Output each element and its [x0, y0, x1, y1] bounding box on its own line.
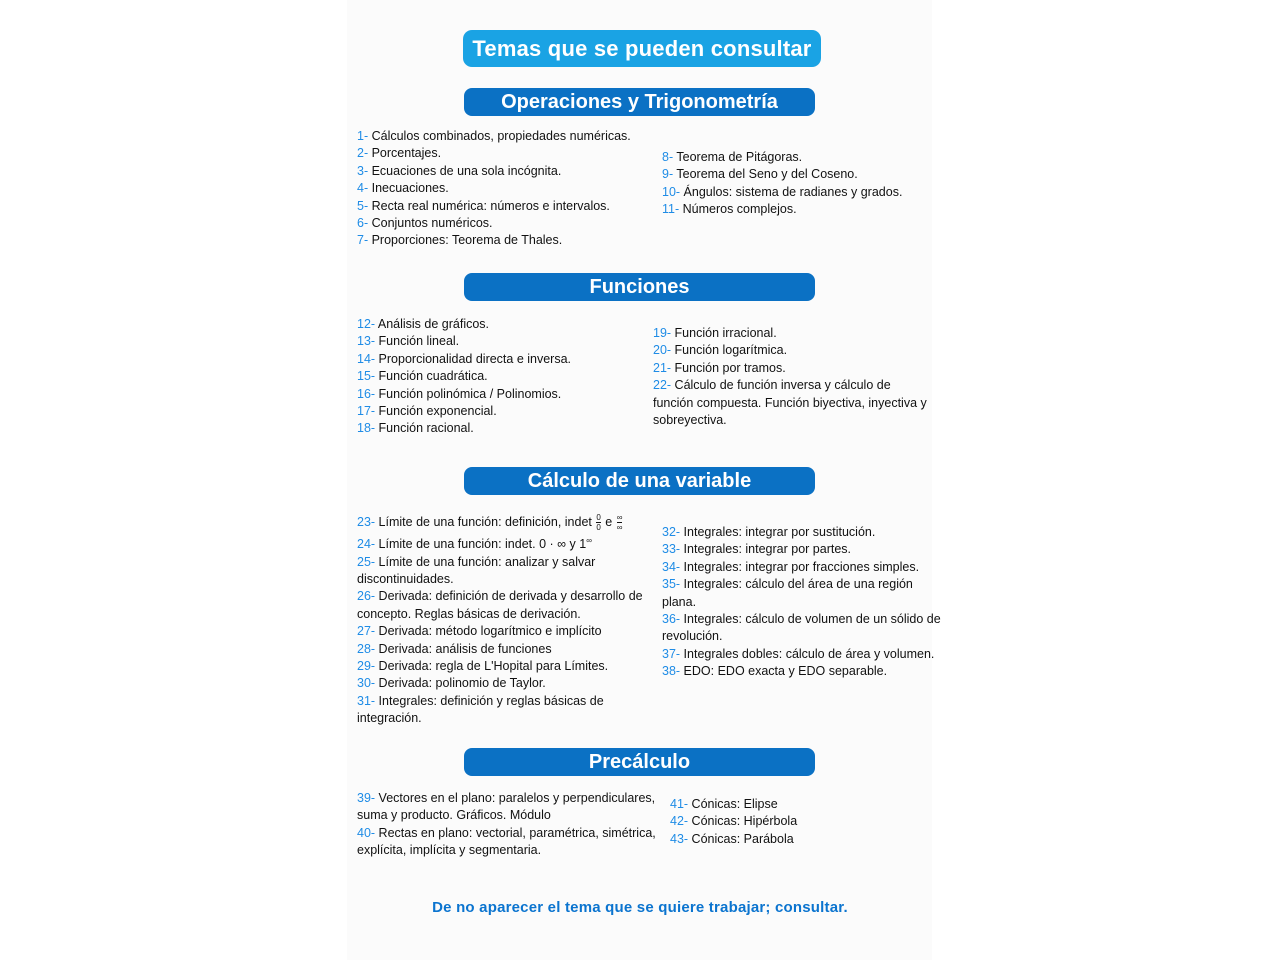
list-item: 29- Derivada: regla de L'Hopital para Límites. — [357, 659, 609, 673]
list-item: 20- Función logarítmica. — [653, 343, 788, 358]
list-item: 13- Función lineal. — [357, 334, 460, 349]
list-item: 18- Función racional. — [357, 421, 474, 436]
list-item: 6- Conjuntos numéricos. — [357, 216, 493, 231]
list-item: 30- Derivada: polinomio de Taylor. — [357, 676, 546, 691]
list-item: 14- Proporcionalidad directa e inversa. — [357, 351, 572, 366]
list-item: 26- Derivada: definición de derivada y desarrollo de concepto. Reglas básicas de derivación. — [357, 589, 643, 621]
list-item: 42- Cónicas: Hipérbola — [670, 814, 798, 829]
list-item: 4- Inecuaciones. — [357, 181, 449, 196]
section-title-precalculo: Precálculo — [464, 748, 815, 776]
section-title-funciones: Funciones — [464, 273, 815, 301]
section-funciones-right-list — [653, 325, 933, 429]
section-precalculo-right-list — [670, 796, 920, 848]
footer-note: De no aparecer el tema que se quiere trabajar; consultar. — [432, 899, 848, 916]
list-item: 9- Teorema del Seno y del Coseno. — [662, 167, 858, 182]
list-item: 1- Cálculos combinados, propiedades numéricas. — [357, 129, 631, 143]
fraction-infinity-over-infinity: $\frac{\infty}{\infty}$ — [616, 513, 623, 532]
list-item: 16- Función polinómica / Polinomios. — [357, 386, 562, 401]
list-item: 32- Integrales: integrar por sustitución. — [662, 525, 876, 539]
list-item: 19- Función irracional. — [653, 326, 777, 340]
list-item: 43- Cónicas: Parábola — [670, 831, 794, 846]
page-title: Temas que se pueden consultar — [463, 30, 821, 67]
list-item: 21- Función por tramos. — [653, 360, 786, 375]
list-item: 24- Límite de una función: indet. 0 · ∞ y 1∞ — [357, 536, 592, 552]
section-title-operaciones: Operaciones y Trigonometría — [464, 88, 815, 116]
section-operaciones-left-list — [357, 128, 657, 250]
section-calculo-right-list — [662, 524, 944, 681]
list-item: 28- Derivada: análisis de funciones — [357, 641, 552, 656]
list-item: 3- Ecuaciones de una sola incógnita. — [357, 163, 562, 178]
list-item: 17- Función exponencial. — [357, 404, 497, 419]
list-item: 39- Vectores en el plano: paralelos y perpendiculares, suma y producto. Gráficos. Módulo — [357, 791, 656, 823]
section-precalculo-left-list — [357, 790, 657, 860]
list-item: 11- Números complejos. — [662, 202, 797, 217]
list-item: 15- Función cuadrática. — [357, 369, 488, 384]
section-funciones-left-list — [357, 316, 647, 438]
section-operaciones-right-list — [662, 149, 927, 219]
section-calculo-left-list — [357, 513, 647, 728]
list-item: 5- Recta real numérica: números e intervalos. — [357, 198, 610, 213]
list-item: 38- EDO: EDO exacta y EDO separable. — [662, 664, 888, 679]
list-item: 22- Cálculo de función inversa y cálculo de función compuesta. Función biyectiva, inyectiva y sobreyectiva. — [653, 378, 927, 428]
list-item: 8- Teorema de Pitágoras. — [662, 150, 803, 164]
fraction-zero-over-zero: $\frac{0}{0}$ — [596, 513, 601, 532]
list-item: 27- Derivada: método logarítmico e implícito — [357, 624, 602, 639]
list-item: 25- Límite de una función: analizar y salvar discontinuidades. — [357, 554, 596, 586]
list-item: 41- Cónicas: Elipse — [670, 797, 778, 811]
list-item: 7- Proporciones: Teorema de Thales. — [357, 233, 563, 248]
section-title-calculo: Cálculo de una variable — [464, 467, 815, 495]
list-item: 23- Límite de una función: definición, indet $\frac{0}{0}$ e $\frac{\infty}{\infty}$ — [357, 513, 623, 532]
list-item: 2- Porcentajes. — [357, 146, 442, 161]
list-item: 33- Integrales: integrar por partes. — [662, 542, 852, 557]
list-item: 12- Análisis de gráficos. — [357, 317, 490, 331]
list-item: 36- Integrales: cálculo de volumen de un sólido de revolución. — [662, 612, 941, 644]
list-item: 35- Integrales: cálculo del área de una región plana. — [662, 577, 913, 609]
list-item: 10- Ángulos: sistema de radianes y grados. — [662, 184, 903, 199]
list-item: 37- Integrales dobles: cálculo de área y volumen. — [662, 646, 935, 661]
list-item: 31- Integrales: definición y reglas básicas de integración. — [357, 693, 604, 726]
list-item: 34- Integrales: integrar por fracciones simples. — [662, 559, 920, 574]
list-item: 40- Rectas en plano: vectorial, paramétrica, simétrica, explícita, implícita y segmentaria. — [357, 825, 656, 858]
